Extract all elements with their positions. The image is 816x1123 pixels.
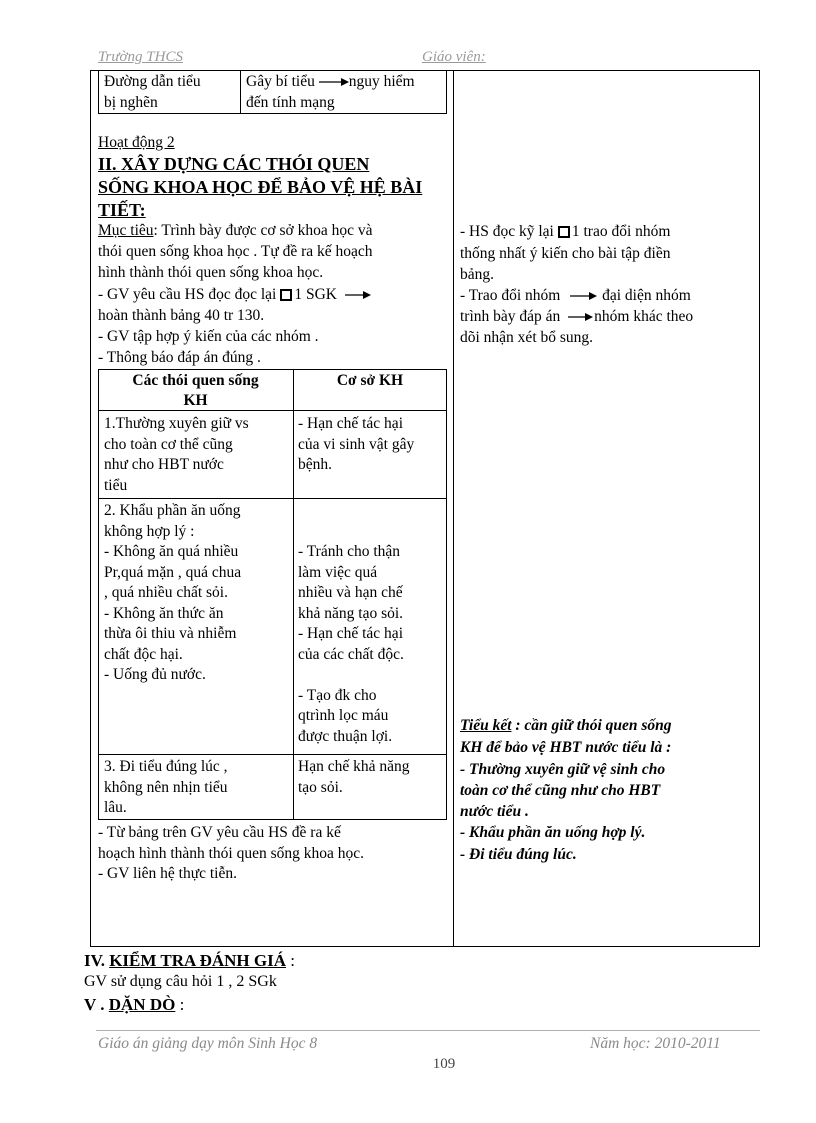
top-table-right-1: Gây bí tiểu nguy hiểm [246,73,415,90]
section-title-line2: SỐNG KHOA HỌC ĐỂ BẢO VỆ HỆ BÀI [98,177,423,197]
summary-line5: nước tiểu . [460,803,529,820]
top-table-left-2: bị nghẽn [104,94,158,111]
footer-right: Năm học: 2010-2011 [590,1035,721,1052]
goal-line1: Mục tiêu: Trình bày được cơ sở khoa học và [98,222,373,239]
section4-text: GV sử dụng câu hỏi 1 , 2 SGk [84,973,277,990]
top-table-left-1: Đường dẫn tiểu [104,73,201,90]
section-title-line1: II. XÂY DỰNG CÁC THÓI QUEN [98,154,370,174]
summary-line3: - Thường xuyên giữ vệ sinh cho [460,761,666,778]
after-table-text: - Từ bảng trên GV yêu cầu HS đề ra kế hoạch hình thành thói quen sống khoa học. - GV liên hệ thực tiễn. [98,824,365,882]
header-teacher: Giáo viên: [422,49,486,65]
row3-habit: 3. Đi tiểu đúng lúc , không nên nhịn tiểu lâu. [104,758,228,816]
header-school: Trường THCS [98,49,183,65]
row2-habit: 2. Khẩu phần ăn uống không hợp lý : - Không ăn quá nhiều Pr,quá mặn , quá chua , quá nhiều chất sỏi. - Không ăn thức ăn thừa ôi thiu và nhiễm chất độc hại. - Uống đủ nước. [104,502,242,683]
summary-line2: KH để bảo vệ HBT nước tiểu là : [460,739,672,756]
gv-line1: - GV yêu cầu HS đọc đọc lại 1 SGK [98,285,371,306]
top-table-right-2: đến tính mạng [246,94,335,111]
section-title-line3: TIẾT: [98,200,146,220]
row3-basis: Hạn chế khả năng tạo sỏi. [298,758,410,796]
gv-line4: - Thông báo đáp án đúng . [98,349,261,366]
square-box-icon [558,226,570,238]
section4-title: IV. KIỂM TRA ĐÁNH GIÁ : [84,951,295,970]
arrow-right-icon [341,290,371,300]
hs-line3: bảng. [460,266,495,283]
goal-line3: hình thành thói quen sống khoa học. [98,264,324,281]
row1-habit: 1.Thường xuyên giữ vs cho toàn cơ thể cũng như cho HBT nước tiểu [104,415,249,494]
hs-line4: - Trao đổi nhóm đại diện nhóm [460,287,691,304]
summary-line1: Tiểu kết : cần giữ thói quen sống [460,717,672,734]
gv-line2: hoàn thành bảng 40 tr 130. [98,307,265,324]
summary-line6: - Khẩu phần ăn uống hợp lý. [460,824,646,841]
hs-line6: dõi nhận xét bổ sung. [460,329,594,346]
arrow-right-icon [564,312,594,322]
table-header-basis: Cơ sở KH [336,372,404,389]
hs-line5: trình bày đáp án nhóm khác theo [460,308,694,325]
section5-title: V . DẶN DÒ : [84,995,185,1014]
footer-left: Giáo án giảng dạy môn Sinh Học 8 [98,1035,318,1052]
hs-line2: thống nhất ý kiến cho bài tập điền [460,245,671,262]
table-header-habits: Các thói quen sống [132,372,259,389]
arrow-right-icon [564,291,598,301]
arrow-right-icon [319,77,349,87]
goal-line2: thói quen sống khoa học . Tự đề ra kế hoạch [98,243,373,260]
page-number: 109 [432,1056,456,1072]
row2-basis: - Tránh cho thận làm việc quá nhiều và hạn chế khả năng tạo sỏi. - Hạn chế tác hại của các chất độc. - Tạo đk cho qtrình lọc máu được thuận lợi. [298,543,404,745]
activity-label: Hoạt động 2 [98,134,175,151]
table-header-habits-2: KH [183,392,208,409]
hs-line1: - HS đọc kỹ lại 1 trao đổi nhóm [460,223,671,240]
row1-basis: - Hạn chế tác hại của vi sinh vật gây bệnh. [298,415,415,473]
square-box-icon [280,289,292,301]
summary-line7: - Đi tiểu đúng lúc. [460,846,577,863]
summary-line4: toàn cơ thể cũng như cho HBT [460,782,661,799]
gv-line3: - GV tập hợp ý kiến của các nhóm . [98,328,319,345]
